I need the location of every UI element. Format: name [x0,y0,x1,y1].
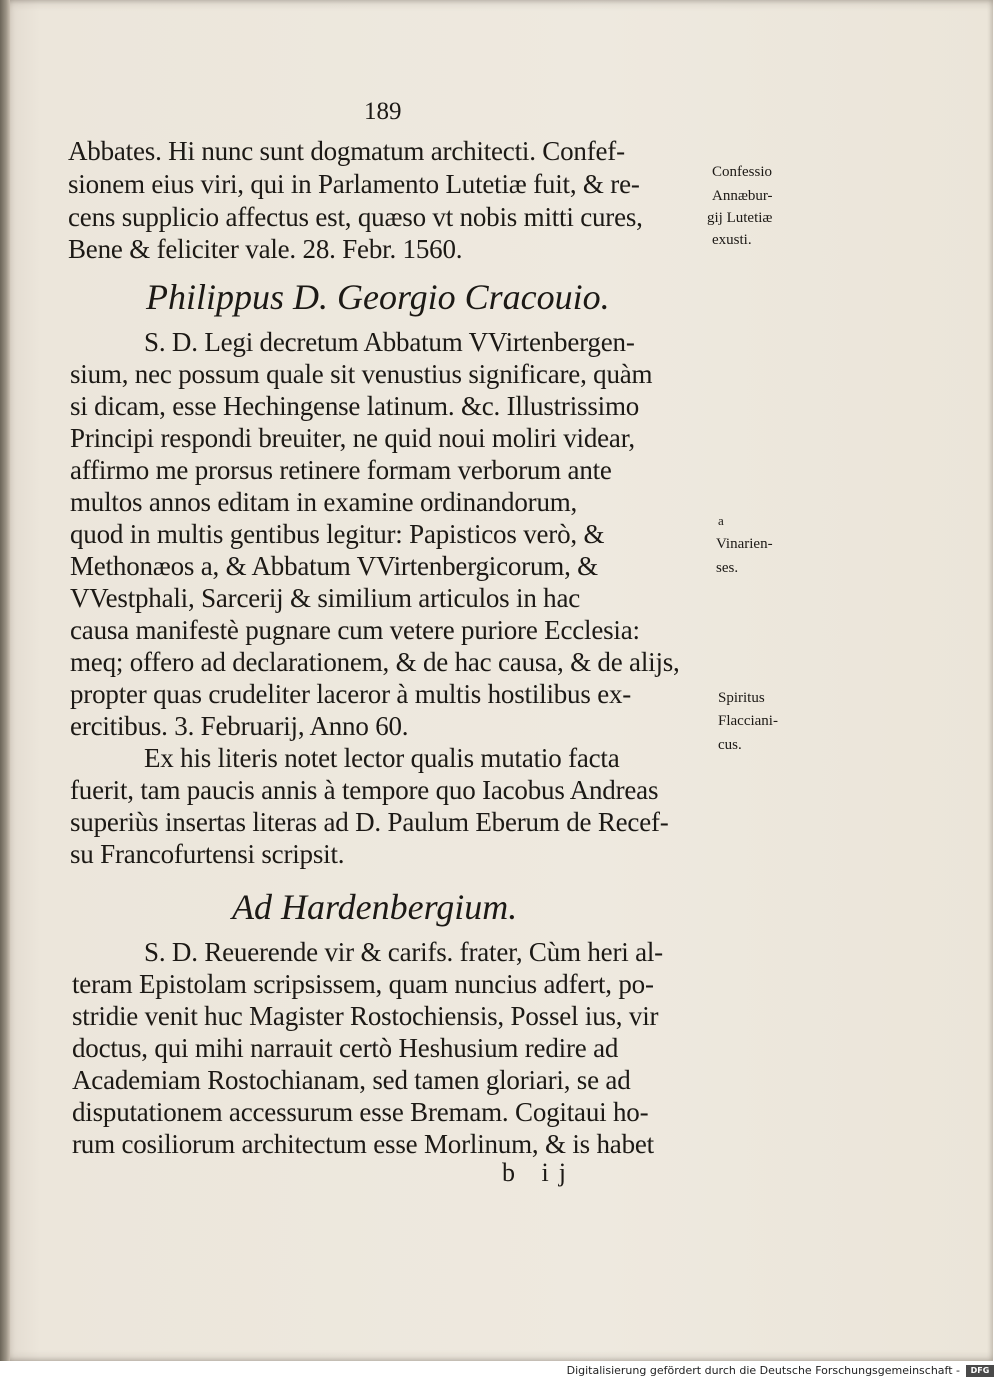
body-line: Academiam Rostochianam, sed tamen gloriari, se ad [72,1065,631,1095]
body-line: doctus, qui mihi narrauit certò Heshusium redire ad [72,1033,619,1063]
margin-note-line: a [718,513,724,528]
body-line: sium, nec possum quale sit venustius significare, quàm [70,359,653,389]
margin-note-line: Spiritus [718,690,765,706]
body-line: affirmo me prorsus retinere formam verborum ante [70,455,612,485]
body-line: sionem eius viri, qui in Parlamento Lutetiæ fuit, & re- [68,169,640,199]
letter-heading: Philippus D. Georgio Cracouio. [146,277,610,317]
body-line: superiùs insertas literas ad D. Paulum Eberum de Recef- [70,807,669,837]
signature-mark: b ij [502,1158,576,1187]
body-line: S. D. Reuerende vir & carifs. frater, Cùm heri al- [144,937,663,967]
body-line: Abbates. Hi nunc sunt dogmatum architecti. Confef- [68,136,625,166]
credit-bar [0,1361,1000,1381]
body-line: fuerit, tam paucis annis à tempore quo Iacobus Andreas [70,775,659,805]
book-spine-shadow [0,0,10,1361]
body-line: teram Epistolam scripsissem, quam nuncius adfert, po- [72,969,654,999]
body-line: propter quas crudeliter laceror à multis hostilibus ex- [70,679,632,709]
body-line: su Francofurtensi scripsit. [70,839,345,869]
body-line: disputationem accessurum esse Bremam. Cogitaui ho- [72,1097,649,1127]
body-line: Methonæos a, & Abbatum VVirtenbergicorum, & [70,551,598,581]
body-line: VVestphali, Sarcerij & similium articulos in hac [70,583,581,613]
body-line: meq; offero ad declarationem, & de hac causa, & de alijs, [70,647,680,677]
body-line: cens supplicio affectus est, quæso vt nobis mitti cures, [68,202,643,232]
funding-credit: Digitalisierung gefördert durch die Deutsche Forschungsgemeinschaft - [566,1364,960,1377]
body-line: ercitibus. 3. Februarij, Anno 60. [70,711,409,741]
margin-note-line: Confessio [712,164,772,180]
body-line: causa manifestè pugnare cum vetere puriore Ecclesia: [70,615,640,645]
body-line: stridie venit huc Magister Rostochiensis, Possel ius, vir [72,1001,659,1031]
margin-note-line: ses. [716,560,739,576]
body-line: Bene & feliciter vale. 28. Febr. 1560. [68,234,463,264]
dfg-logo: DFG [966,1365,994,1377]
body-line: multos annos editam in examine ordinandorum, [70,487,578,517]
body-line: si dicam, esse Hechingense latinum. &c. Illustrissimo [70,391,640,421]
body-line: S. D. Legi decretum Abbatum VVirtenbergen- [144,327,635,357]
body-line: Principi respondi breuiter, ne quid noui moliri videar, [70,423,635,453]
margin-note-line: gij Lutetiæ [707,210,773,226]
body-line: quod in multis gentibus legitur: Papisticos verò, & [70,519,605,549]
margin-note-line: exusti. [712,232,752,248]
body-line: rum cosiliorum architectum esse Morlinum, & is habet [72,1129,654,1159]
letter-heading: Ad Hardenbergium. [232,887,518,927]
margin-note-line: Annæbur- [712,188,773,204]
margin-note-line: Flacciani- [718,713,778,729]
margin-note-line: Vinarien- [716,536,773,552]
body-line: Ex his literis notet lector qualis mutatio facta [144,743,620,773]
margin-note-line: cus. [718,737,742,753]
page-number: 189 [364,98,402,125]
